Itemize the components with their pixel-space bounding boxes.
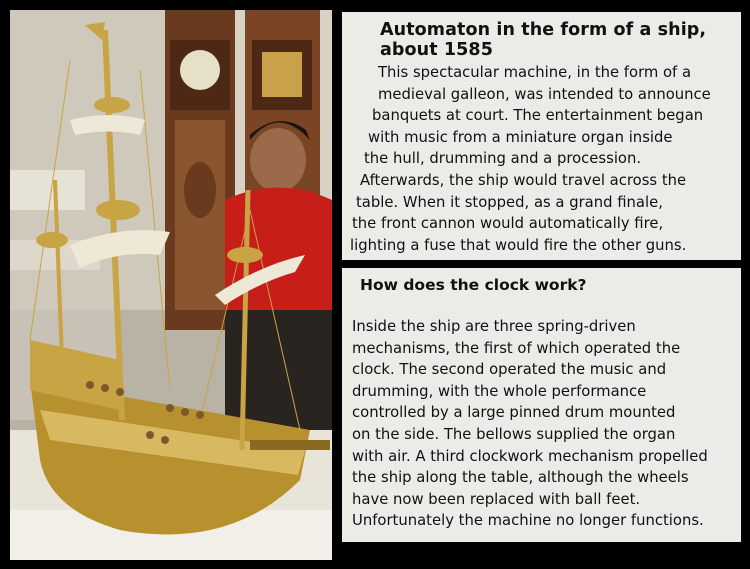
text-line: the hull, drumming and a procession. [364, 150, 642, 168]
museum-photo [10, 10, 332, 560]
title-line-2: about 1585 [380, 40, 493, 60]
text-line: with music from a miniature organ inside [368, 128, 673, 146]
ship-automaton-photo [10, 10, 332, 560]
text-line: medieval galleon, was intended to announce [378, 85, 711, 103]
info-panel-clockwork [342, 268, 741, 542]
text-line: mechanisms, the first of which operated the [352, 339, 681, 357]
text-line: Unfortunately the machine no longer functions. [352, 512, 704, 530]
clock-left [165, 10, 235, 330]
info-panel-history [342, 12, 741, 260]
text-line: controlled by a large pinned drum mounted [352, 404, 676, 422]
panel-body [352, 316, 735, 532]
text-line: table. When it stopped, as a grand finale, [356, 193, 663, 211]
text-line: drumming, with the whole performance [352, 382, 647, 400]
text-line: Afterwards, the ship would travel across the [360, 171, 687, 189]
text-line: clock. The second operated the music and [352, 361, 667, 379]
text-line: the ship along the table, although the wheels [352, 469, 689, 487]
title-line-1: Automaton in the form of a ship, [380, 20, 707, 40]
text-line: lighting a fuse that would fire the other guns. [350, 236, 687, 254]
panel-title [380, 20, 733, 60]
text-line: This spectacular machine, in the form of a [378, 64, 692, 81]
text-line: on the side. The bellows supplied the organ [352, 425, 676, 443]
text-line: Inside the ship are three spring-driven [352, 318, 636, 335]
text-line: banquets at court. The entertainment began [372, 107, 704, 125]
panel-body [350, 62, 733, 256]
text-line: with air. A third clockwork mechanism propelled [352, 447, 708, 465]
text-line: the front cannon would automatically fire, [352, 215, 664, 233]
panel-subtitle: How does the clock work? [360, 276, 587, 294]
text-line: have now been replaced with ball feet. [352, 490, 641, 508]
